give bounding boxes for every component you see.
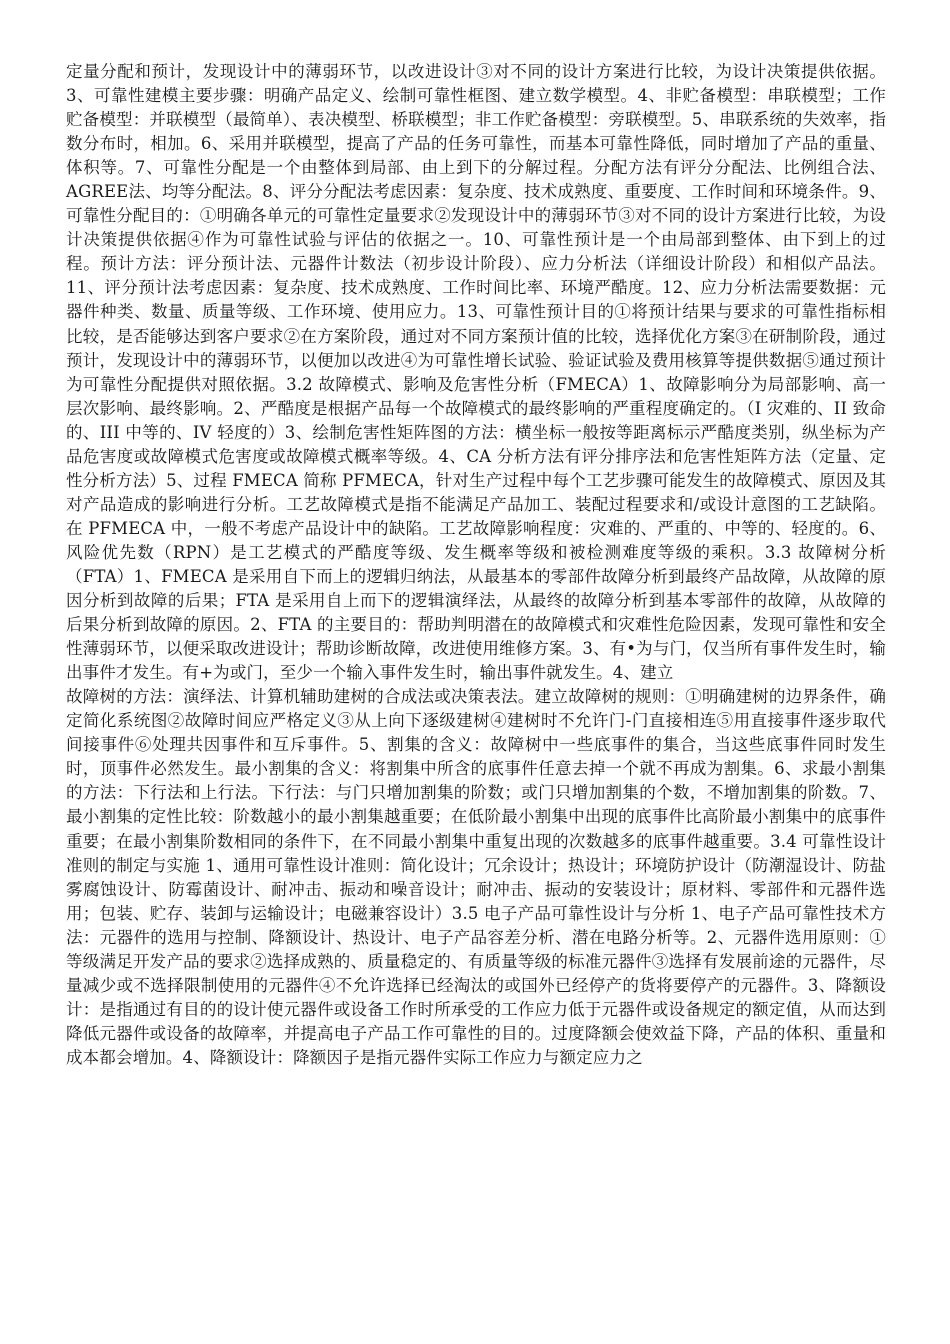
body-paragraph-1: 定量分配和预计，发现设计中的薄弱环节，以改进设计③对不同的设计方案进行比较，为设计决策提供依据。3、可靠性建模主要步骤：明确产品定义、绘制可靠性框图、建立数学模型。4、非贮备模型：串联模型；工作贮备模型：并联模型（最简单）、表决模型、桥联模型；非工作贮备模型：旁联模型。5、串联系统的失效率，指数分布时，相加。6、采用并联模型，提高了产品的任务可靠性，而基本可靠性降低，同时增加了产品的重量、体积等。7、可靠性分配是一个由整体到局部、由上到下的分解过程。分配方法有评分分配法、比例组合法、AGREE法、均等分配法。8、评分分配法考虑因素：复杂度、技术成熟度、重要度、工作时间和环境条件。9、可靠性分配目的：①明确各单元的可靠性定量要求②发现设计中的薄弱环节③对不同的设计方案进行比较，为设计决策提供依据④作为可靠性试验与评估的依据之一。10、可靠性预计是一个由局部到整体、由下到上的过程。预计方法：评分预计法、元器件计数法（初步设计阶段）、应力分析法（详细设计阶段）和相似产品法。11、评分预计法考虑因素：复杂度、技术成熟度、工作时间比率、环境严酷度。12、应力分析法需要数据：元器件种类、数量、质量等级、工作环境、使用应力。13、可靠性预计目的①将预计结果与要求的可靠性指标相比较，是否能够达到客户要求②在方案阶段，通过对不同方案预计值的比较，选择优化方案③在研制阶段，通过预计，发现设计中的薄弱环节，以便加以改进④为可靠性增长试验、验证试验及费用核算等提供数据⑤通过预计为可靠性分配提供对照依据。3.2 故障模式、影响及危害性分析（FMECA）1、故障影响分为局部影响、高一层次影响、最终影响。2、严酷度是根据产品每一个故障模式的最终影响的严重程度确定的。（I 灾难的、II 致命的、III 中等的、IV 轻度的）3、绘制危害性矩阵图的方法：横坐标一般按等距离标示严酷度类别，纵坐标为产品危害度或故障模式危害度或故障模式概率等级。4、CA 分析方法有评分排序法和危害性矩阵方法（定量、定性分析方法）5、过程 FMECA 简称 PFMECA，针对生产过程中每个工艺步骤可能发生的故障模式、原因及其对产品造成的影响进行分析。工艺故障模式是指不能满足产品加工、装配过程要求和/或设计意图的工艺缺陷。在 PFMECA 中，一般不考虑产品设计中的缺陷。工艺故障影响程度：灾难的、严重的、中等的、轻度的。6、风险优先数（RPN）是工艺模式的严酷度等级、发生概率等级和被检测难度等级的乘积。3.3 故障树分析（FTA）1、FMECA 是采用自下而上的逻辑归纳法，从最基本的零部件故障分析到最终产品故障，从故障的原因分析到故障的后果；FTA 是采用自上而下的逻辑演绎法，从最终的故障分析到基本零部件的故障，从故障的后果分析到故障的原因。2、FTA 的主要目的：帮助判明潜在的故障模式和灾难性危险因素，发现可靠性和安全性薄弱环节，以便采取改进设计；帮助诊断故障，改进使用维修方案。3、有•为与门，仅当所有事件发生时，输出事件才发生。有+为或门，至少一个输入事件发生时，输出事件就发生。4、建立 — [66, 62, 886, 683]
body-paragraph-2: 故障树的方法：演绎法、计算机辅助建树的合成法或决策表法。建立故障树的规则：①明确建树的边界条件，确定简化系统图②故障时间应严格定义③从上向下逐级建树④建树时不允许门-门直接相连⑤用直接事件逐步取代间接事件⑥处理共因事件和互斥事件。5、割集的含义：故障树中一些底事件的集合，当这些底事件同时发生时，顶事件必然发生。最小割集的含义：将割集中所含的底事件任意去掉一个就不再成为割集。6、求最小割集的方法：下行法和上行法。下行法：与门只增加割集的阶数；或门只增加割集的个数，不增加割集的阶数。7、最小割集的定性比较：阶数越小的最小割集越重要；在低阶最小割集中出现的底事件比高阶最小割集中的底事件重要；在最小割集阶数相同的条件下，在不同最小割集中重复出现的次数越多的底事件越重要。3.4 可靠性设计准则的制定与实施 1、通用可靠性设计准则：简化设计；冗余设计；热设计；环境防护设计（防潮湿设计、防盐雾腐蚀设计、防霉菌设计、耐冲击、振动和噪音设计；耐冲击、振动的安装设计；原材料、零部件和元器件选用；包装、贮存、装卸与运输设计；电磁兼容设计）3.5 电子产品可靠性设计与分析 1、电子产品可靠性技术方法：元器件的选用与控制、降额设计、热设计、电子产品容差分析、潜在电路分析等。2、元器件选用原则：①等级满足开发产品的要求②选择成熟的、质量稳定的、有质量等级的标准元器件③选择有发展前途的元器件，尽量减少或不选择限制使用的元器件④不允许选择已经淘汰的或国外已经停产的货将要停产的元器件。3、降额设计：是指通过有目的的设计使元器件或设备工作时所承受的工作应力低于元器件或设备规定的额定值，从而达到降低元器件或设备的故障率，并提高电子产品工作可靠性的目的。过度降额会使效益下降，产品的体积、重量和成本都会增加。4、降额设计：降额因子是指元器件实际工作应力与额定应力之 — [66, 687, 886, 1067]
document-page — [66, 60, 886, 1070]
